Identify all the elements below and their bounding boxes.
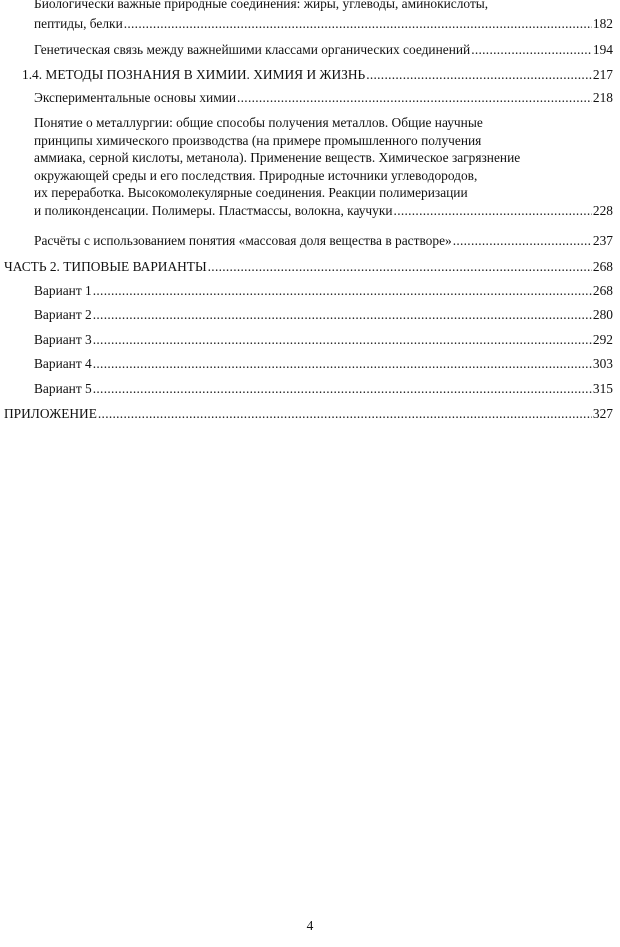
toc-page-number: 303 xyxy=(592,356,613,371)
toc-page-number: 194 xyxy=(592,42,613,57)
leader-dots xyxy=(93,355,592,372)
toc-entry-variant-2 xyxy=(34,306,613,323)
toc-leader-line xyxy=(34,331,613,348)
toc-page-number: 327 xyxy=(592,406,613,421)
toc-entry-title: Вариант 2 xyxy=(34,307,92,322)
leader-dots xyxy=(394,202,592,220)
toc-entry-title: Вариант 4 xyxy=(34,356,92,371)
toc-entry-text-line: Понятие о металлургии: общие способы получения металлов. Общие научные xyxy=(34,115,483,130)
toc-entry-part-2 xyxy=(4,258,613,275)
toc-page-number: 237 xyxy=(592,233,613,248)
toc-leader-line xyxy=(34,15,613,32)
toc-page-number: 268 xyxy=(592,259,613,274)
leader-dots xyxy=(98,405,592,422)
toc-leader-line xyxy=(34,232,613,249)
toc-entry-appendix xyxy=(4,405,613,422)
toc-entry-title: ПРИЛОЖЕНИЕ xyxy=(4,406,97,421)
toc-page-number: 315 xyxy=(592,381,613,396)
toc-entry-text-line: принципы химического производства (на примере промышленного получения xyxy=(34,132,482,148)
toc-leader-line xyxy=(34,282,613,299)
toc-page-number: 217 xyxy=(592,67,613,82)
toc-entry-title: 1.4. МЕТОДЫ ПОЗНАНИЯ В ХИМИИ. ХИМИЯ И ЖИЗНЬ xyxy=(22,67,366,82)
leader-dots xyxy=(93,306,592,323)
toc-entry-title: ЧАСТЬ 2. ТИПОВЫЕ ВАРИАНТЫ xyxy=(4,259,207,274)
leader-dots xyxy=(208,258,592,275)
leader-dots xyxy=(93,380,592,397)
toc-page-number: 292 xyxy=(592,332,613,347)
toc-entry-text-line: их переработка. Высокомолекулярные соединения. Реакции полимеризации xyxy=(34,185,468,201)
toc-page-number: 218 xyxy=(592,90,613,105)
toc-leader-line xyxy=(34,89,613,106)
toc-entry-title: Экспериментальные основы химии xyxy=(34,90,236,105)
toc-entry-experimental-basics xyxy=(34,89,613,106)
toc-entry-title: Вариант 3 xyxy=(34,332,92,347)
toc-leader-line xyxy=(4,258,613,275)
leader-dots xyxy=(93,331,592,348)
toc-entry-variant-5 xyxy=(34,380,613,397)
toc-entry-genetic-link xyxy=(34,41,613,58)
page-number: 4 xyxy=(306,918,314,933)
toc-entry-text-line: окружающей среды и его последствия. Природные источники углеводородов, xyxy=(34,167,478,183)
toc-leader-line xyxy=(4,405,613,422)
toc-entry-text-line: Биологически важные природные соединения: жиры, углеводы, аминокислоты, xyxy=(34,0,489,11)
toc-page-number: 228 xyxy=(592,202,613,218)
leader-dots xyxy=(237,89,592,106)
toc-leader-line xyxy=(22,66,613,83)
toc-entry-section-1-4 xyxy=(22,66,613,83)
toc-leader-line xyxy=(34,380,613,397)
toc-leader-line xyxy=(34,306,613,323)
toc-leader-line xyxy=(34,202,613,220)
toc-entry-mass-fraction-calculations xyxy=(34,232,613,249)
toc-entry-metallurgy xyxy=(34,114,613,220)
toc-entry-title: Вариант 1 xyxy=(34,283,92,298)
toc-entry-variant-1 xyxy=(34,282,613,299)
leader-dots xyxy=(93,282,592,299)
toc-entry-title: пептиды, белки xyxy=(34,16,123,31)
toc-entry-variant-3 xyxy=(34,331,613,348)
toc-entry-biological-compounds xyxy=(34,0,613,32)
leader-dots xyxy=(366,66,592,83)
toc-page-number: 280 xyxy=(592,307,613,322)
leader-dots xyxy=(124,15,592,32)
toc-entry-title: Вариант 5 xyxy=(34,381,92,396)
toc-entry-variant-4 xyxy=(34,355,613,372)
toc-page-number: 182 xyxy=(592,16,613,31)
toc-entry-title: Расчёты с использованием понятия «массовая доля вещества в растворе» xyxy=(34,233,452,248)
toc-leader-line xyxy=(34,41,613,58)
toc-entry-title: Генетическая связь между важнейшими классами органических соединений xyxy=(34,42,471,57)
toc-page-number: 268 xyxy=(592,283,613,298)
toc-leader-line xyxy=(34,355,613,372)
toc-entry-text-line: аммиака, серной кислоты, метанола). Применение веществ. Химическое загрязнение xyxy=(34,150,521,166)
toc-entry-title: и поликонденсации. Полимеры. Пластмассы, волокна, каучуки xyxy=(34,202,393,218)
leader-dots xyxy=(471,41,592,58)
leader-dots xyxy=(453,232,592,249)
